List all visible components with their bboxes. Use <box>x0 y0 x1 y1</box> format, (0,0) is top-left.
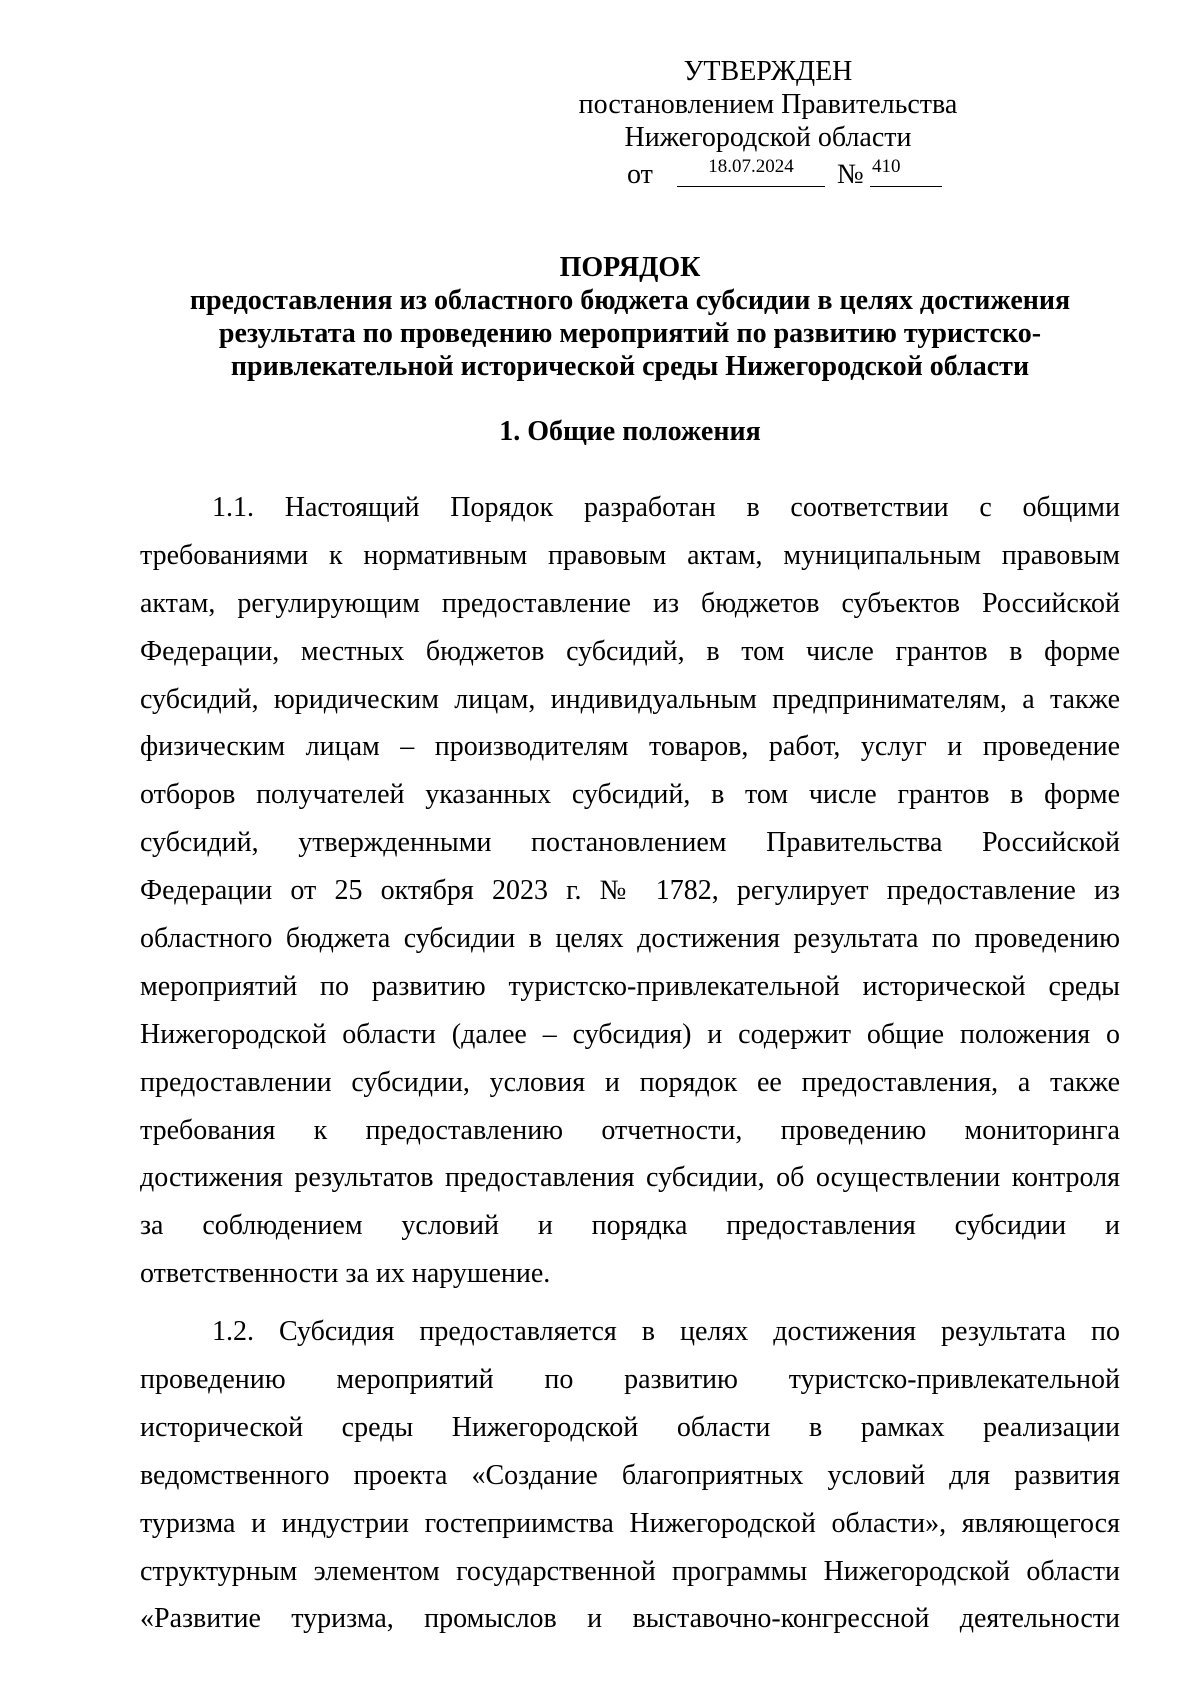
paragraph-line: ведомственного проекта «Создание благоприятных условий для развития <box>140 1459 1120 1491</box>
section-heading: 1. Общие положения <box>499 416 761 447</box>
paragraph-line: актам, регулирующим предоставление из бюджетов субъектов Российской <box>140 587 1120 619</box>
approval-number: 410 <box>870 154 942 187</box>
paragraph-line: ответственности за их нарушение. <box>140 1258 551 1290</box>
paragraph-line: «Развитие туризма, промыслов и выставочно-конгрессной деятельности <box>140 1603 1120 1635</box>
paragraph-line: исторической среды Нижегородской области в рамках реализации <box>140 1411 1120 1443</box>
approval-date: 18.07.2024 <box>677 154 825 187</box>
approval-authority: постановлением Правительства <box>578 89 958 120</box>
title-heading: ПОРЯДОК <box>559 252 701 283</box>
paragraph-line: Федерации, местных бюджетов субсидий, в том числе грантов в форме <box>140 635 1120 667</box>
paragraph-line: структурным элементом государственной программы Нижегородской области <box>140 1555 1120 1587</box>
paragraph-line: отборов получателей указанных субсидий, в том числе грантов в форме <box>140 779 1120 811</box>
paragraph-line: мероприятий по развитию туристско-привлекательной исторической среды <box>140 970 1120 1002</box>
paragraph-1-2 <box>140 1308 1120 1643</box>
paragraph-line: физическим лицам – производителям товаров, работ, услуг и проведение <box>140 731 1120 763</box>
paragraph-line: проведению мероприятий по развитию туристско-привлекательной <box>140 1364 1120 1396</box>
document-title <box>140 251 1120 383</box>
approval-stamp <box>578 55 958 190</box>
paragraph-line: требования к предоставлению отчетности, проведению мониторинга <box>140 1114 1120 1146</box>
title-line-3: привлекательной исторической среды Нижегородской области <box>230 351 1030 382</box>
title-line-1: предоставления из областного бюджета субсидии в целях достижения <box>189 285 1071 316</box>
number-sign: № <box>837 159 864 190</box>
paragraph-gap <box>140 1298 1120 1308</box>
from-label: от <box>627 159 653 190</box>
paragraph-line: предоставлении субсидии, условия и порядок ее предоставления, а также <box>140 1066 1120 1098</box>
paragraph-line: областного бюджета субсидии в целях достижения результата по проведению <box>140 923 1120 955</box>
approval-title: УТВЕРЖДЕН <box>683 56 853 87</box>
paragraph-line: Нижегородской области (далее – субсидия) и содержит общие положения о <box>140 1018 1120 1050</box>
approval-region: Нижегородской области <box>624 122 912 153</box>
paragraph-line: достижения результатов предоставления субсидии, об осуществлении контроля <box>140 1162 1120 1194</box>
title-line-2: результата по проведению мероприятий по развитию туристско- <box>218 318 1042 349</box>
approval-date-line <box>578 154 958 190</box>
paragraph-line: 1.1. Настоящий Порядок разработан в соответствии с общими <box>212 492 1120 523</box>
paragraph-1-1 <box>140 484 1120 1298</box>
paragraph-line: 1.2. Субсидия предоставляется в целях достижения результата по <box>212 1316 1120 1348</box>
paragraph-line: требованиями к нормативным правовым актам, муниципальным правовым <box>140 539 1120 571</box>
paragraph-line: Федерации от 25 октября 2023 г. № 1782, регулирует предоставление из <box>140 875 1120 907</box>
paragraph-line: за соблюдением условий и порядка предоставления субсидии и <box>140 1210 1120 1242</box>
paragraph-line: туризма и индустрии гостеприимства Нижегородской области», являющегося <box>140 1507 1120 1539</box>
document-body <box>140 484 1120 1643</box>
paragraph-line: субсидий, юридическим лицам, индивидуальным предпринимателям, а также <box>140 683 1120 715</box>
paragraph-line: субсидий, утвержденными постановлением Правительства Российской <box>140 827 1120 859</box>
